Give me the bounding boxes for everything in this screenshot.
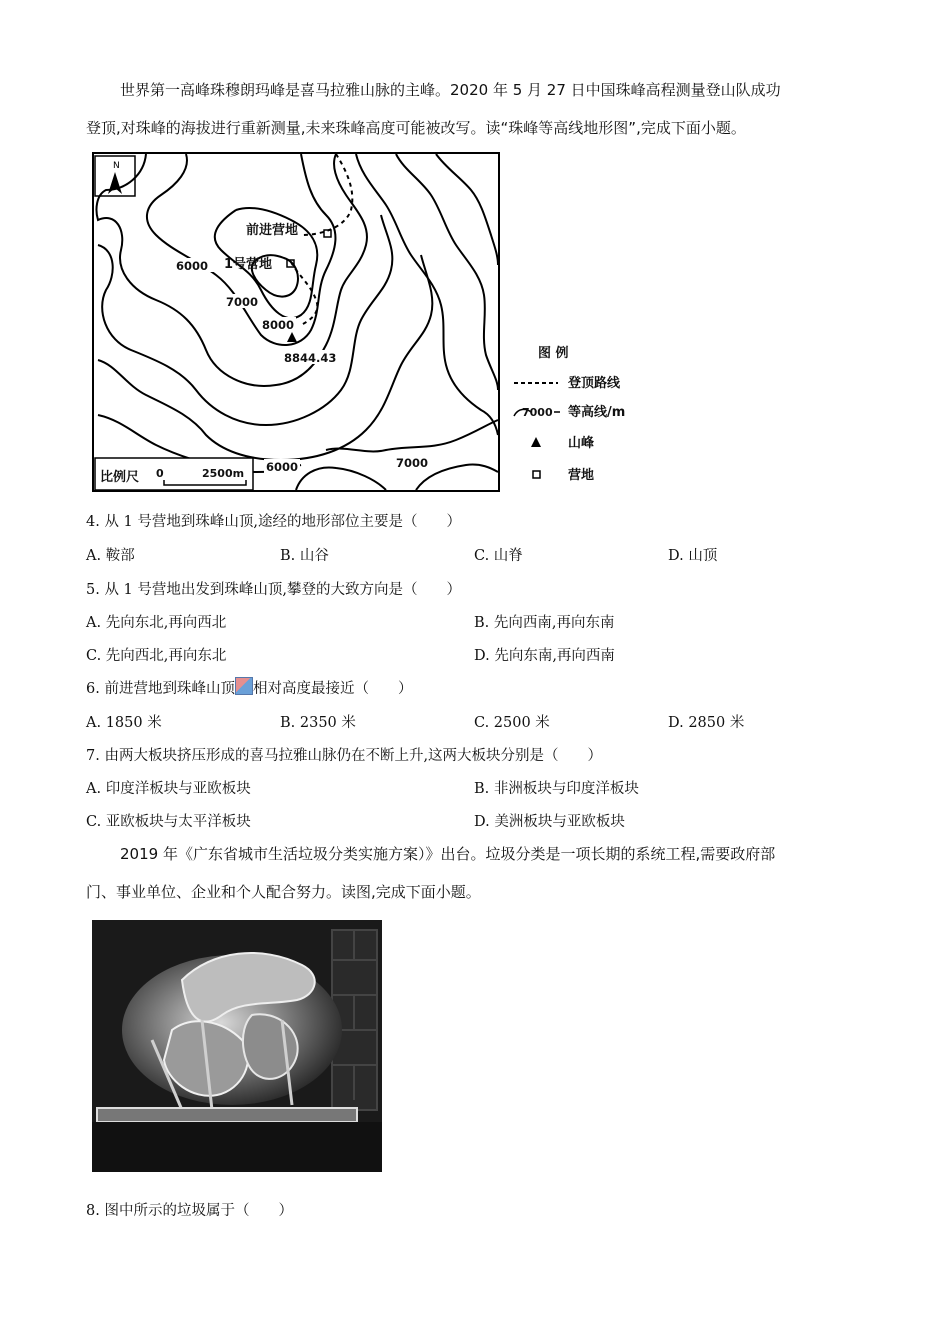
q5-option-c[interactable]: C. 先向西北,再向东北 <box>86 648 227 664</box>
legend-peak-icon <box>531 437 541 447</box>
q7-option-d[interactable]: D. 美洲板块与亚欧板块 <box>474 814 625 830</box>
q5-option-a[interactable]: A. 先向东北,再向西北 <box>86 615 227 631</box>
peak-elevation-label: 8844.43 <box>284 351 337 365</box>
question-5-stem: 5. 从 1 号营地出发到珠峰山顶,攀登的大致方向是（ ） <box>86 582 461 598</box>
contour-lines <box>97 154 498 490</box>
garbage-photo <box>92 920 382 1172</box>
contour-6000-bottom-label: 6000 <box>266 460 299 474</box>
legend-camp: 营地 <box>568 468 595 483</box>
legend-peak: 山峰 <box>568 436 595 451</box>
contour-6000-label: 6000 <box>176 259 209 273</box>
q7-option-b[interactable]: B. 非洲板块与印度洋板块 <box>474 781 639 797</box>
q4-option-b[interactable]: B. 山谷 <box>280 548 329 564</box>
question-4-stem: 4. 从 1 号营地到珠峰山顶,途经的地形部位主要是（ ） <box>86 514 461 530</box>
advance-camp-label: 前进营地 <box>246 223 299 238</box>
intro-paragraph-line2: 登顶,对珠峰的海拔进行重新测量,未来珠峰高度可能被改写。读“珠峰等高线地形图”,完成下面小题。 <box>86 119 746 137</box>
scale-label: 比例尺 <box>100 470 140 485</box>
everest-contour-map <box>86 150 646 500</box>
intro2-paragraph-line1: 2019 年《广东省城市生活垃圾分类实施方案）》出台。垃圾分类是一项长期的系统工程,需要政府部 <box>120 845 776 863</box>
q6-option-c[interactable]: C. 2500 米 <box>474 715 550 731</box>
q6-option-d[interactable]: D. 2850 米 <box>668 715 745 731</box>
q6-stem-part-b: 相对高度最接近（ ） <box>252 681 413 697</box>
north-label: N <box>113 161 120 171</box>
q5-option-b[interactable]: B. 先向西南,再向东南 <box>474 615 615 631</box>
scale-end: 2500m <box>202 467 245 480</box>
q5-option-d[interactable]: D. 先向东南,再向西南 <box>474 648 615 664</box>
q6-stem-part-a: 6. 前进营地到珠峰山顶 <box>86 681 235 697</box>
question-8-stem: 8. 图中所示的垃圾属于（ ） <box>86 1203 293 1219</box>
q4-option-a[interactable]: A. 鞍部 <box>86 548 135 564</box>
intro-paragraph-line1: 世界第一高峰珠穆朗玛峰是喜马拉雅山脉的主峰。2020 年 5 月 27 日中国珠峰高程测量登山队成功 <box>120 81 781 99</box>
legend-camp-icon <box>533 471 540 478</box>
contour-8000-label: 8000 <box>262 318 295 332</box>
scale-start: 0 <box>156 467 164 480</box>
q7-option-a[interactable]: A. 印度洋板块与亚欧板块 <box>86 781 251 797</box>
peak-marker-icon <box>287 332 297 342</box>
legend-title: 图 例 <box>538 346 569 361</box>
q4-option-c[interactable]: C. 山脊 <box>474 548 523 564</box>
legend-contour: 等高线/m <box>568 405 626 420</box>
q6-option-a[interactable]: A. 1850 米 <box>86 715 162 731</box>
intro2-paragraph-line2: 门、事业单位、企业和个人配合努力。读图,完成下面小题。 <box>86 883 481 901</box>
summit-route-upper <box>291 262 317 325</box>
legend-route: 登顶路线 <box>568 376 621 391</box>
q4-option-d[interactable]: D. 山顶 <box>668 548 718 564</box>
broken-image-icon <box>235 677 253 695</box>
question-6-stem <box>86 677 412 698</box>
q6-option-b[interactable]: B. 2350 米 <box>280 715 356 731</box>
contour-7000-bottom-label: 7000 <box>396 456 429 470</box>
advance-camp-marker <box>324 230 331 237</box>
q7-option-c[interactable]: C. 亚欧板块与太平洋板块 <box>86 814 251 830</box>
map-legend <box>514 345 625 483</box>
question-7-stem: 7. 由两大板块挤压形成的喜马拉雅山脉仍在不断上升,这两大板块分别是（ ） <box>86 748 603 764</box>
contour-7000-label: 7000 <box>226 295 259 309</box>
legend-contour-value: 7000 <box>522 406 553 419</box>
camp1-label: 1号营地 <box>224 257 273 272</box>
